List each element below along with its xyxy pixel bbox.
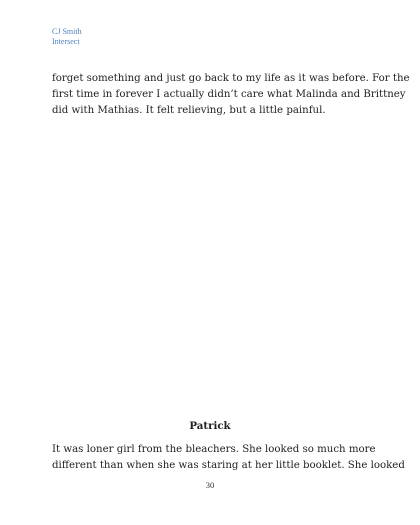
header-author: CJ Smith <box>52 27 82 36</box>
text-line: It was loner girl from the bleachers. She looked so much more <box>52 444 376 455</box>
body-paragraph <box>52 442 405 474</box>
running-header <box>52 27 82 47</box>
body-paragraph <box>52 71 410 119</box>
page-number: 30 <box>205 480 215 490</box>
header-title: Intersect <box>52 37 80 46</box>
text-line: did with Mathias. It felt relieving, but a little painful. <box>52 105 326 116</box>
section-heading: Patrick <box>189 420 231 432</box>
text-line: forget something and just go back to my life as it was before. For the <box>52 73 410 84</box>
text-line: first time in forever I actually didn’t care what Malinda and Brittney <box>52 89 406 100</box>
text-line: different than when she was staring at her little booklet. She looked <box>52 460 405 471</box>
